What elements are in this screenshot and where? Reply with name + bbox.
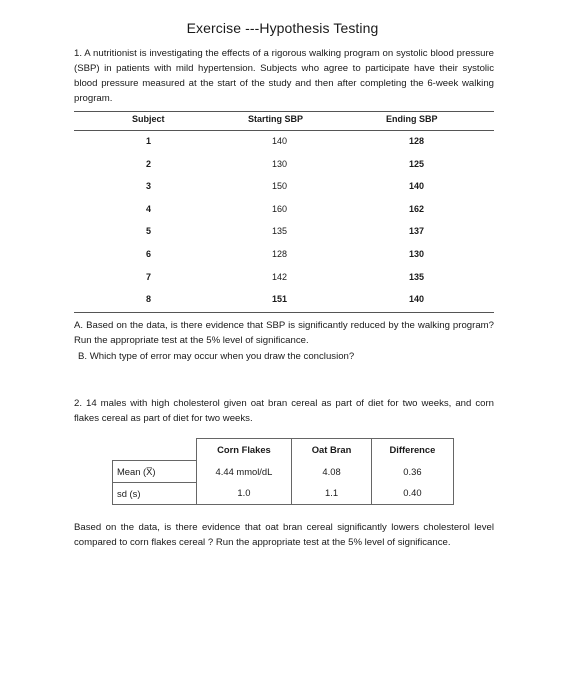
cell-sd-corn-flakes: 1.0 [196,482,292,504]
header-starting-sbp: Starting SBP [248,114,304,124]
header-difference: Difference [371,439,453,461]
question-2-text: 2. 14 males with high cholesterol given oat bran cereal as part of diet for two weeks, and corn flakes cereal as part of diet for two weeks. [74,398,494,424]
cell-subject: 8 [146,294,152,305]
cell-subject: 2 [146,158,152,169]
cell-sd-difference: 0.40 [371,482,453,504]
cell-starting-sbp: 150 [272,181,288,192]
row-label-sd: sd (s) [113,482,197,504]
header-corn-flakes: Corn Flakes [196,439,292,461]
table-bottom-rule [74,312,494,313]
cell-sd-oat-bran: 1.1 [292,482,372,504]
cell-starting-sbp: 160 [272,203,288,214]
cholesterol-table [112,438,454,508]
question-2-conclusion: Based on the data, is there evidence that oat bran cereal significantly lowers cholesterol level compared to corn flakes cereal ? Run the appropriate test at the 5% level of significance. [74,522,494,548]
row-label-mean: Mean (X̅) [113,460,197,482]
cell-ending-sbp: 162 [409,203,425,214]
table-row [74,220,494,243]
header-ending-sbp: Ending SBP [386,114,438,124]
question-1-part-a: A. Based on the data, is there evidence that SBP is significantly reduced by the walking program? Run the appropriate test at the 5% level of significance. [74,320,494,346]
header-subject: Subject [132,114,165,124]
cell-subject: 1 [146,136,152,146]
cell-mean-difference: 0.36 [371,460,453,482]
table-row [74,288,494,311]
cell-mean-oat-bran: 4.08 [292,460,372,482]
question-1-text: 1. A nutritionist is investigating the effects of a rigorous walking program on systolic blood pressure (SBP) in patients with mild hypertension. Subjects who agree to participate have their systolic blood pressure measured at the start of the study and then after completing the 6-week walking program. [74,48,494,104]
cell-starting-sbp: 151 [272,294,288,305]
header-oat-bran: Oat Bran [292,439,372,461]
sbp-table-body [74,130,494,311]
page-title: Exercise ---Hypothesis Testing [186,20,379,36]
cell-starting-sbp: 140 [272,136,288,146]
cell-starting-sbp: 128 [272,248,288,259]
cell-starting-sbp: 135 [272,226,288,237]
table-corner-empty [113,439,197,461]
cell-subject: 7 [146,271,152,282]
sbp-table-header [74,111,494,131]
table-row [74,198,494,221]
cell-ending-sbp: 125 [409,158,425,169]
cell-mean-corn-flakes: 4.44 mmol/dL [196,460,292,482]
table-row [74,130,494,153]
cell-ending-sbp: 140 [409,181,425,192]
cell-subject: 6 [146,248,152,259]
cell-ending-sbp: 140 [409,294,425,305]
cell-subject: 4 [146,203,152,214]
cell-ending-sbp: 137 [409,226,425,237]
cell-ending-sbp: 130 [409,248,425,259]
cell-subject: 3 [146,181,152,192]
cell-starting-sbp: 130 [272,158,288,169]
cell-starting-sbp: 142 [272,271,288,282]
table-row [74,266,494,289]
cell-ending-sbp: 128 [409,136,425,146]
cell-ending-sbp: 135 [409,271,425,282]
cell-subject: 5 [146,226,152,237]
table-row [74,153,494,176]
table-row [74,243,494,266]
question-1-part-b: B. Which type of error may occur when you draw the conclusion? [78,351,355,362]
table-row [74,175,494,198]
